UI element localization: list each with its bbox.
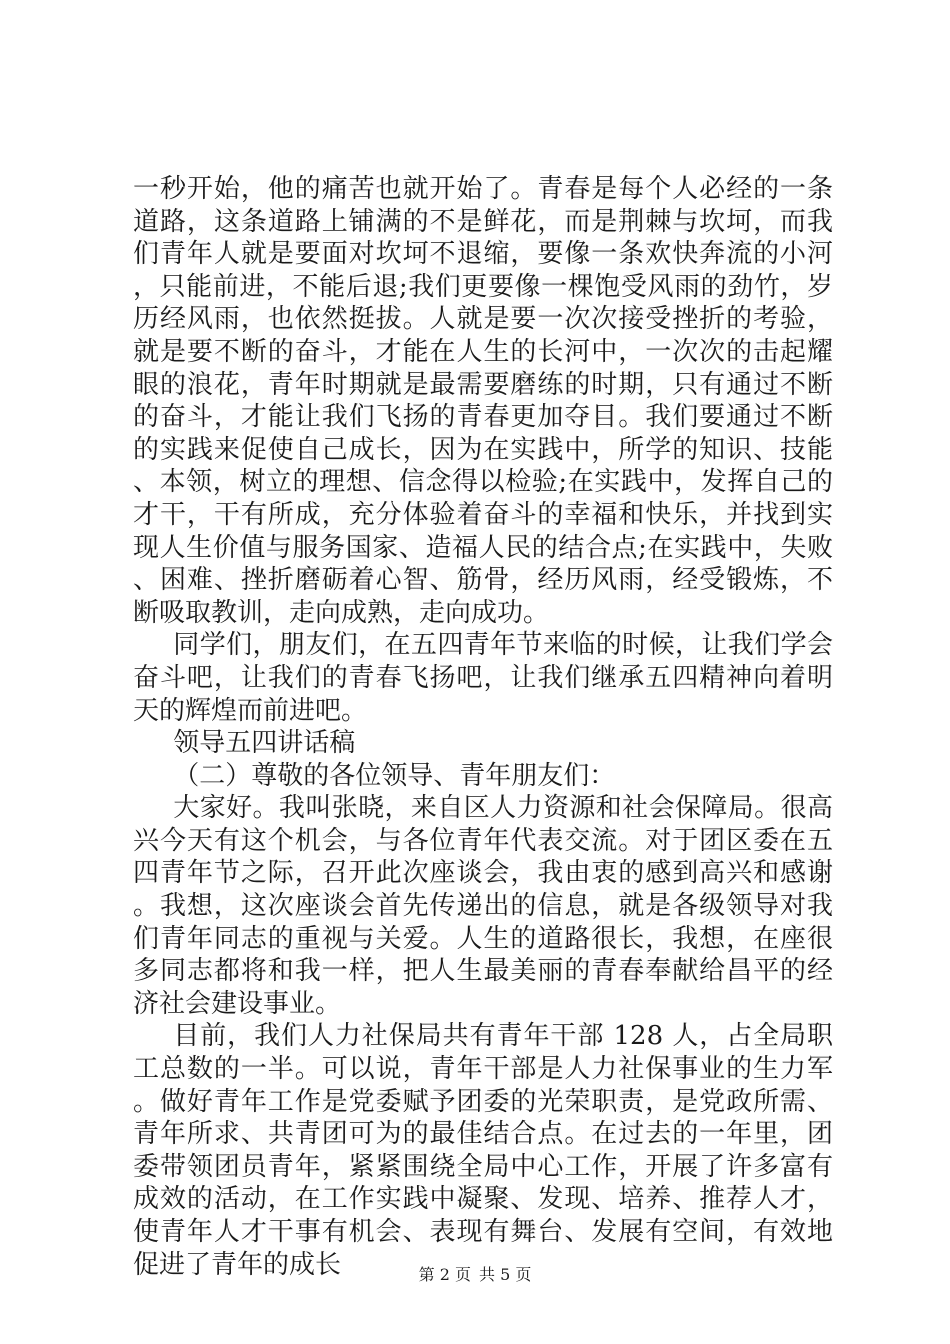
page-footer: [0, 1262, 950, 1285]
paragraph-2: 同学们，朋友们，在五四青年节来临的时候，让我们学会奋斗吧，让我们的青春飞扬吧，让我们继承五四精神向着明天的辉煌而前进吧。: [133, 630, 833, 726]
paragraph-5: 大家好。我叫张晓，来自区人力资源和社会保障局。很高兴今天有这个机会，与各位青年代表交流。对于团区委在五四青年节之际，召开此次座谈会，我由衷的感到高兴和感谢。我想，这次座谈会首先传递出的信息，就是各级领导对我们青年同志的重视与关爱。人生的道路很长，我想，在座很多同志都将和我一样，把人生最美丽的青春奉献给昌平的经济社会建设事业。: [133, 793, 833, 1019]
page-number: 第 2 页: [418, 1265, 471, 1284]
paragraph-1: 一秒开始，他的痛苦也就开始了。青春是每个人必经的一条道路，这条道路上铺满的不是鲜花，而是荆棘与坎坷，而我们青年人就是要面对坎坷不退缩，要像一条欢快奔流的小河，只能前进，不能后退;我们更要像一棵饱受风雨的劲竹，岁历经风雨，也依然挺拔。人就是要一次次接受挫折的考验，就是要不断的奋斗，才能在人生的长河中，一次次的击起耀眼的浪花，青年时期就是最需要磨练的时期，只有通过不断的奋斗，才能让我们飞扬的青春更加夺目。我们要通过不断的实践来促使自己成长，因为在实践中，所学的知识、技能、本领，树立的理想、信念得以检验;在实践中，发挥自己的才干，干有所成，充分体验着奋斗的幸福和快乐，并找到实现人生价值与服务国家、造福人民的结合点;在实践中，失败、困难、挫折磨砺着心智、筋骨，经历风雨，经受锻炼，不断吸取教训，走向成熟，走向成功。: [133, 174, 833, 628]
page-total: 共 5 页: [479, 1265, 532, 1284]
salutation: （二）尊敬的各位领导、青年朋友们：: [173, 760, 616, 791]
section-title: 领导五四讲话稿: [173, 728, 356, 759]
document-body: [133, 173, 833, 1281]
paragraph-6: 目前，我们人力社保局共有青年干部 128 人，占全局职工总数的一半。可以说，青年干部是人力社保事业的生力军。做好青年工作是党委赋予团委的光荣职责，是党政所需、青年所求、共青团可为的最佳结合点。在过去的一年里，团委带领团员青年，紧紧围绕全局中心工作，开展了许多富有成效的活动，在工作实践中凝聚、发现、培养、推荐人才，使青年人才干事有机会、表现有舞台、发展有空间，有效地促进了青年的成长: [133, 1021, 833, 1280]
